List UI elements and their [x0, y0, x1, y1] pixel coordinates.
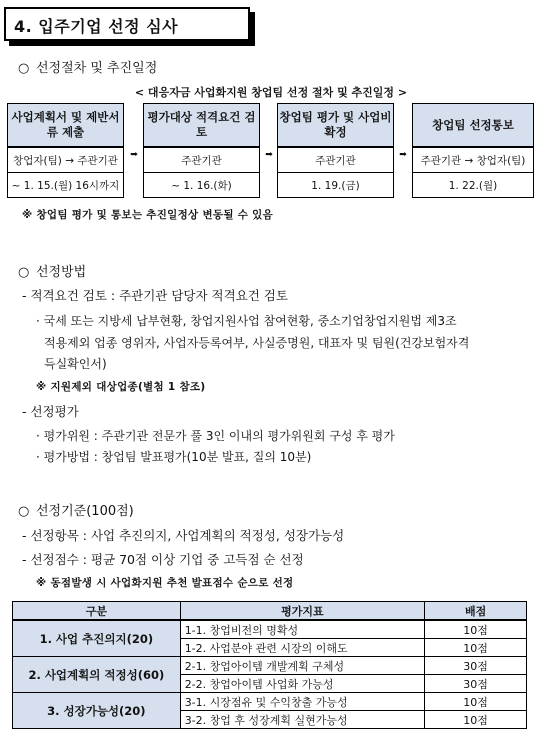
- section-3-heading: ○ 선정기준(100점): [18, 504, 134, 519]
- table-header-row: [13, 602, 527, 621]
- process-step-3: [277, 103, 394, 198]
- score-cell: 10점: [425, 711, 527, 729]
- arrow-right-icon: ➡: [265, 150, 273, 160]
- evaluation-detail-line-1: · 평가위원 : 주관기관 전문가 풀 3인 이내의 평가위원회 구성 후 평가: [36, 429, 395, 443]
- method-item-evaluation: - 선정평가: [22, 404, 79, 419]
- evaluation-detail-line-2: · 평가방법 : 창업팀 발표평가(10분 발표, 질의 10분): [36, 450, 312, 464]
- step-date: ~ 1. 16.(화): [171, 179, 232, 192]
- indicator-cell: 1-1. 창업비전의 명확성: [180, 620, 424, 639]
- step-title: 창업팀 평가 및 사업비 확정: [278, 104, 393, 148]
- criteria-item-score: - 선정점수 : 평균 70점 이상 기업 중 고득점 순 선정: [22, 552, 304, 567]
- column-header: 배점: [425, 602, 527, 621]
- score-cell: 10점: [425, 620, 527, 639]
- criteria-item-fields: - 선정항목 : 사업 추진의지, 사업계획의 적정성, 성장가능성: [22, 528, 345, 543]
- eligibility-detail-line-1: · 국세 또는 지방세 납부현황, 창업지원사업 참여현황, 중소기업창업지원법 제3조: [36, 314, 457, 328]
- table-row: [13, 657, 527, 675]
- score-cell: 10점: [425, 693, 527, 711]
- arrow-right-icon: ➡: [399, 150, 407, 160]
- eligibility-detail-line-3: 득실확인서): [44, 357, 107, 371]
- section-bullet-icon: ○: [18, 61, 30, 76]
- table-row: [13, 620, 527, 639]
- score-cell: 10점: [425, 639, 527, 657]
- score-cell: 30점: [425, 675, 527, 693]
- table-row: [13, 693, 527, 711]
- indicator-cell: 3-2. 창업 후 성장계획 실현가능성: [180, 711, 424, 729]
- indicator-cell: 2-2. 창업아이템 사업화 가능성: [180, 675, 424, 693]
- eligibility-detail-line-2: 적용제외 업종 영위자, 사업자등록여부, 사실증명원, 대표자 및 팀원(건강보험자격: [44, 336, 470, 350]
- page-title-box: [4, 7, 250, 41]
- category-cell: 3. 성장가능성(20): [13, 693, 181, 729]
- process-step-4: [412, 103, 534, 198]
- process-step-1: [7, 103, 124, 198]
- step-date: 1. 22.(월): [448, 179, 498, 192]
- section-2-heading: ○ 선정방법: [18, 265, 87, 280]
- tie-break-note: ※ 동점발생 시 사업화지원 추천 발표점수 순으로 선정: [36, 577, 294, 589]
- arrow-right-icon: ➡: [130, 150, 138, 160]
- step-date: 1. 19.(금): [311, 179, 360, 192]
- process-step-2: [143, 103, 260, 198]
- step-title: 평가대상 적격요건 검토: [144, 104, 259, 148]
- step-actor: 주관기관 → 창업자(팀): [413, 148, 533, 173]
- step-actor: 창업자(팀) → 주관기관: [8, 148, 123, 173]
- step-actor: 주관기관: [144, 148, 259, 173]
- excluded-industry-note: ※ 지원제외 대상업종(별첨 1 참조): [36, 381, 206, 393]
- indicator-cell: 1-2. 사업분야 관련 시장의 이해도: [180, 639, 424, 657]
- section-bullet-icon: ○: [18, 504, 30, 519]
- step-title: 사업계획서 및 제반서류 제출: [8, 104, 123, 148]
- process-caption: < 대응자금 사업화지원 창업팀 선정 절차 및 추진일정 >: [134, 86, 408, 99]
- page-title: 4. 입주기업 선정 심사: [14, 17, 179, 36]
- column-header: 평가지표: [180, 602, 424, 621]
- column-header: 구분: [13, 602, 181, 621]
- score-cell: 30점: [425, 657, 527, 675]
- category-cell: 1. 사업 추진의지(20): [13, 620, 181, 657]
- section-bullet-icon: ○: [18, 265, 30, 280]
- schedule-note: ※ 창업팀 평가 및 통보는 추진일정상 변동될 수 있음: [22, 209, 274, 221]
- step-title: 창업팀 선정통보: [413, 104, 533, 148]
- section-1-heading: ○ 선정절차 및 추진일정: [18, 61, 158, 76]
- method-item-eligibility: - 적격요건 검토 : 주관기관 담당자 적격요건 검토: [22, 288, 288, 303]
- category-cell: 2. 사업계획의 적정성(60): [13, 657, 181, 693]
- step-date: ~ 1. 15.(월) 16시까지: [11, 179, 120, 192]
- indicator-cell: 3-1. 시장점유 및 수익창출 가능성: [180, 693, 424, 711]
- step-actor: 주관기관: [278, 148, 393, 173]
- evaluation-table: [12, 601, 527, 729]
- indicator-cell: 2-1. 창업아이템 개발계획 구체성: [180, 657, 424, 675]
